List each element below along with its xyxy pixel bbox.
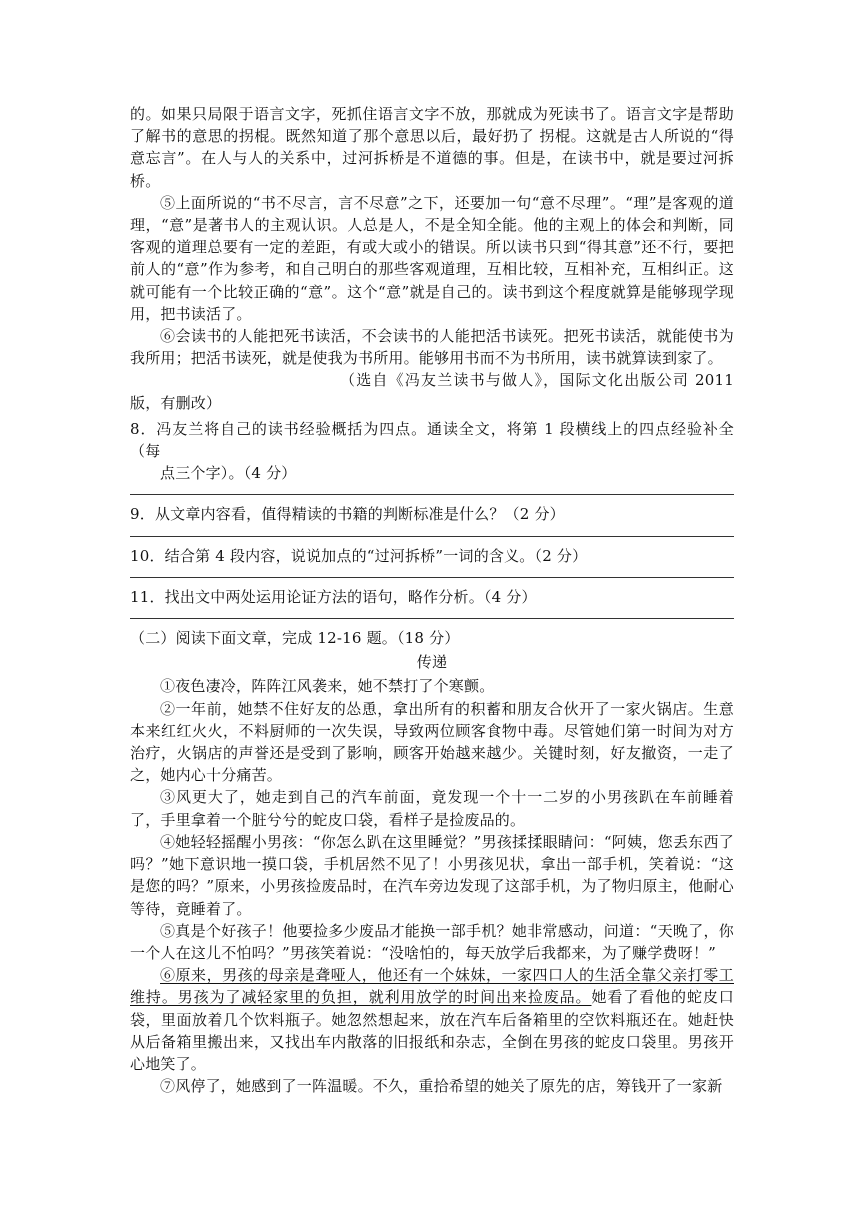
article-paragraph-5: ⑤真是个好孩子！他要捡多少废品才能换一部手机？她非常感动，问道：“天晚了，你一个人在这儿不怕吗？”男孩笑着说：“没啥怕的，每天放学后我都来，为了赚学费呀！” xyxy=(130,921,734,962)
paragraph-4-tail: 的。如果只局限于语言文字，死抓住语言文字不放，那就成为死读书了。语言文字是帮助了解书的意思的拐棍。既然知道了那个意思以后，最好扔了 拐棍。这就是古人所说的“得意忘言”。在人与人的关系中，过河拆桥是不道德的事。但是，在读书中，就是要过河拆桥。 xyxy=(130,105,734,190)
underlined-sentence: ⑥原来，男孩的母亲是聋哑人，他还有一个妹妹，一家四口人的生活全靠父亲打零工维持。男孩为了减轻家里的负担，就利用放学的时间出来捡废品。 xyxy=(130,966,734,1007)
article-paragraph-6-rest: 她看了看他的蛇皮口袋，里面放着几个饮料瓶子。她忽然想起来，放在汽车后备箱里的空饮料瓶还在。她赶快从后备箱里搬出来，又找出车内散落的旧报纸和杂志，全倒在男孩的蛇皮口袋里。男孩开心地笑了。 xyxy=(130,988,734,1073)
article-paragraph-4: ④她轻轻摇醒小男孩：“你怎么趴在这里睡觉？”男孩揉揉眼睛问：“阿姨，您丢东西了吗？”她下意识地一摸口袋，手机居然不见了！小男孩见状，拿出一部手机，笑着说：“这是您的吗？”原来，小男孩捡废品时，在汽车旁边发现了这部手机，为了物归原主，他耐心等待，竟睡着了。 xyxy=(130,832,734,918)
question-9 xyxy=(130,503,734,536)
article-paragraph-3: ③风更大了，她走到自己的汽车前面，竟发现一个十一二岁的小男孩趴在车前睡着了，手里拿着一个脏兮兮的蛇皮口袋，看样子是捡废品的。 xyxy=(130,788,734,829)
article-title: 传递 xyxy=(416,653,448,672)
paragraph-5: ⑤上面所说的“书不尽言，言不尽意”之下，还要加一句“意不尽理”。“理”是客观的道理，“意”是著书人的主观认识。人总是人，不是全知全能。他的主观上的体会和判断，同客观的道理总要有一定的差距，有或大或小的错误。所以读书只到“得其意”还不行，要把前人的“意”作为参考，和自己明白的那些客观道理，互相比较，互相补充，互相纠正。这就可能有一个比较正确的“意”。这个“意”就是自己的。读书到这个程度就算是能够现学现用，把书读活了。 xyxy=(130,193,734,323)
article-paragraph-2: ②一年前，她禁不住好友的怂恿，拿出所有的积蓄和朋友合伙开了一家火锅店。生意本来红红火火，不料厨师的一次失误，导致两位顾客食物中毒。尽管她们第一时间为对方治疗，火锅店的声誉还是受到了影响，顾客开始越来越少。关键时刻，好友撤资，一走了之，她内心十分痛苦。 xyxy=(130,699,734,785)
answer-line-8[interactable] xyxy=(130,484,734,495)
section-2-heading: （二）阅读下面文章，完成 12-16 题。（18 分） xyxy=(130,629,460,648)
source-citation: （选自《冯友兰读书与做人》，国际文化出版公司 2011 版，有删改） xyxy=(130,371,734,412)
question-11-text: 11．找出文中两处运用论证方法的语句，略作分析。（4 分） xyxy=(130,587,537,606)
article-paragraph-7: ⑦风停了，她感到了一阵温暖。不久，重拾希望的她关了原先的店，筹钱开了一家新 xyxy=(160,1077,723,1096)
question-9-text: 9．从文章内容看，值得精读的书籍的判断标准是什么？（2 分） xyxy=(130,505,565,524)
document-body xyxy=(130,103,734,1097)
article-paragraph-6 xyxy=(130,964,734,1075)
answer-line-11[interactable] xyxy=(130,608,734,619)
question-10-text: 10．结合第 4 段内容，说说加点的“过河拆桥”一词的含义。（2 分） xyxy=(130,546,588,565)
question-8 xyxy=(130,418,734,496)
question-8-text-cont: 点三个字）。（4 分） xyxy=(160,464,297,483)
question-10 xyxy=(130,545,734,578)
question-8-text: 8．冯友兰将自己的读书经验概括为四点。通读全文，将第 1 段横线上的四点经验补全（每 xyxy=(130,419,734,461)
article-paragraph-1: ①夜色凄冷，阵阵江风袭来，她不禁打了个寒颤。 xyxy=(160,677,495,696)
answer-line-10[interactable] xyxy=(130,567,734,578)
question-11 xyxy=(130,586,734,619)
paragraph-6: ⑥会读书的人能把死书读活，不会读书的人能把活书读死。把死书读活，就能使书为我所用；把活书读死，就是使我为书所用。能够用书而不为书所用，读书就算读到家了。 xyxy=(130,327,734,368)
answer-line-9[interactable] xyxy=(130,526,734,537)
